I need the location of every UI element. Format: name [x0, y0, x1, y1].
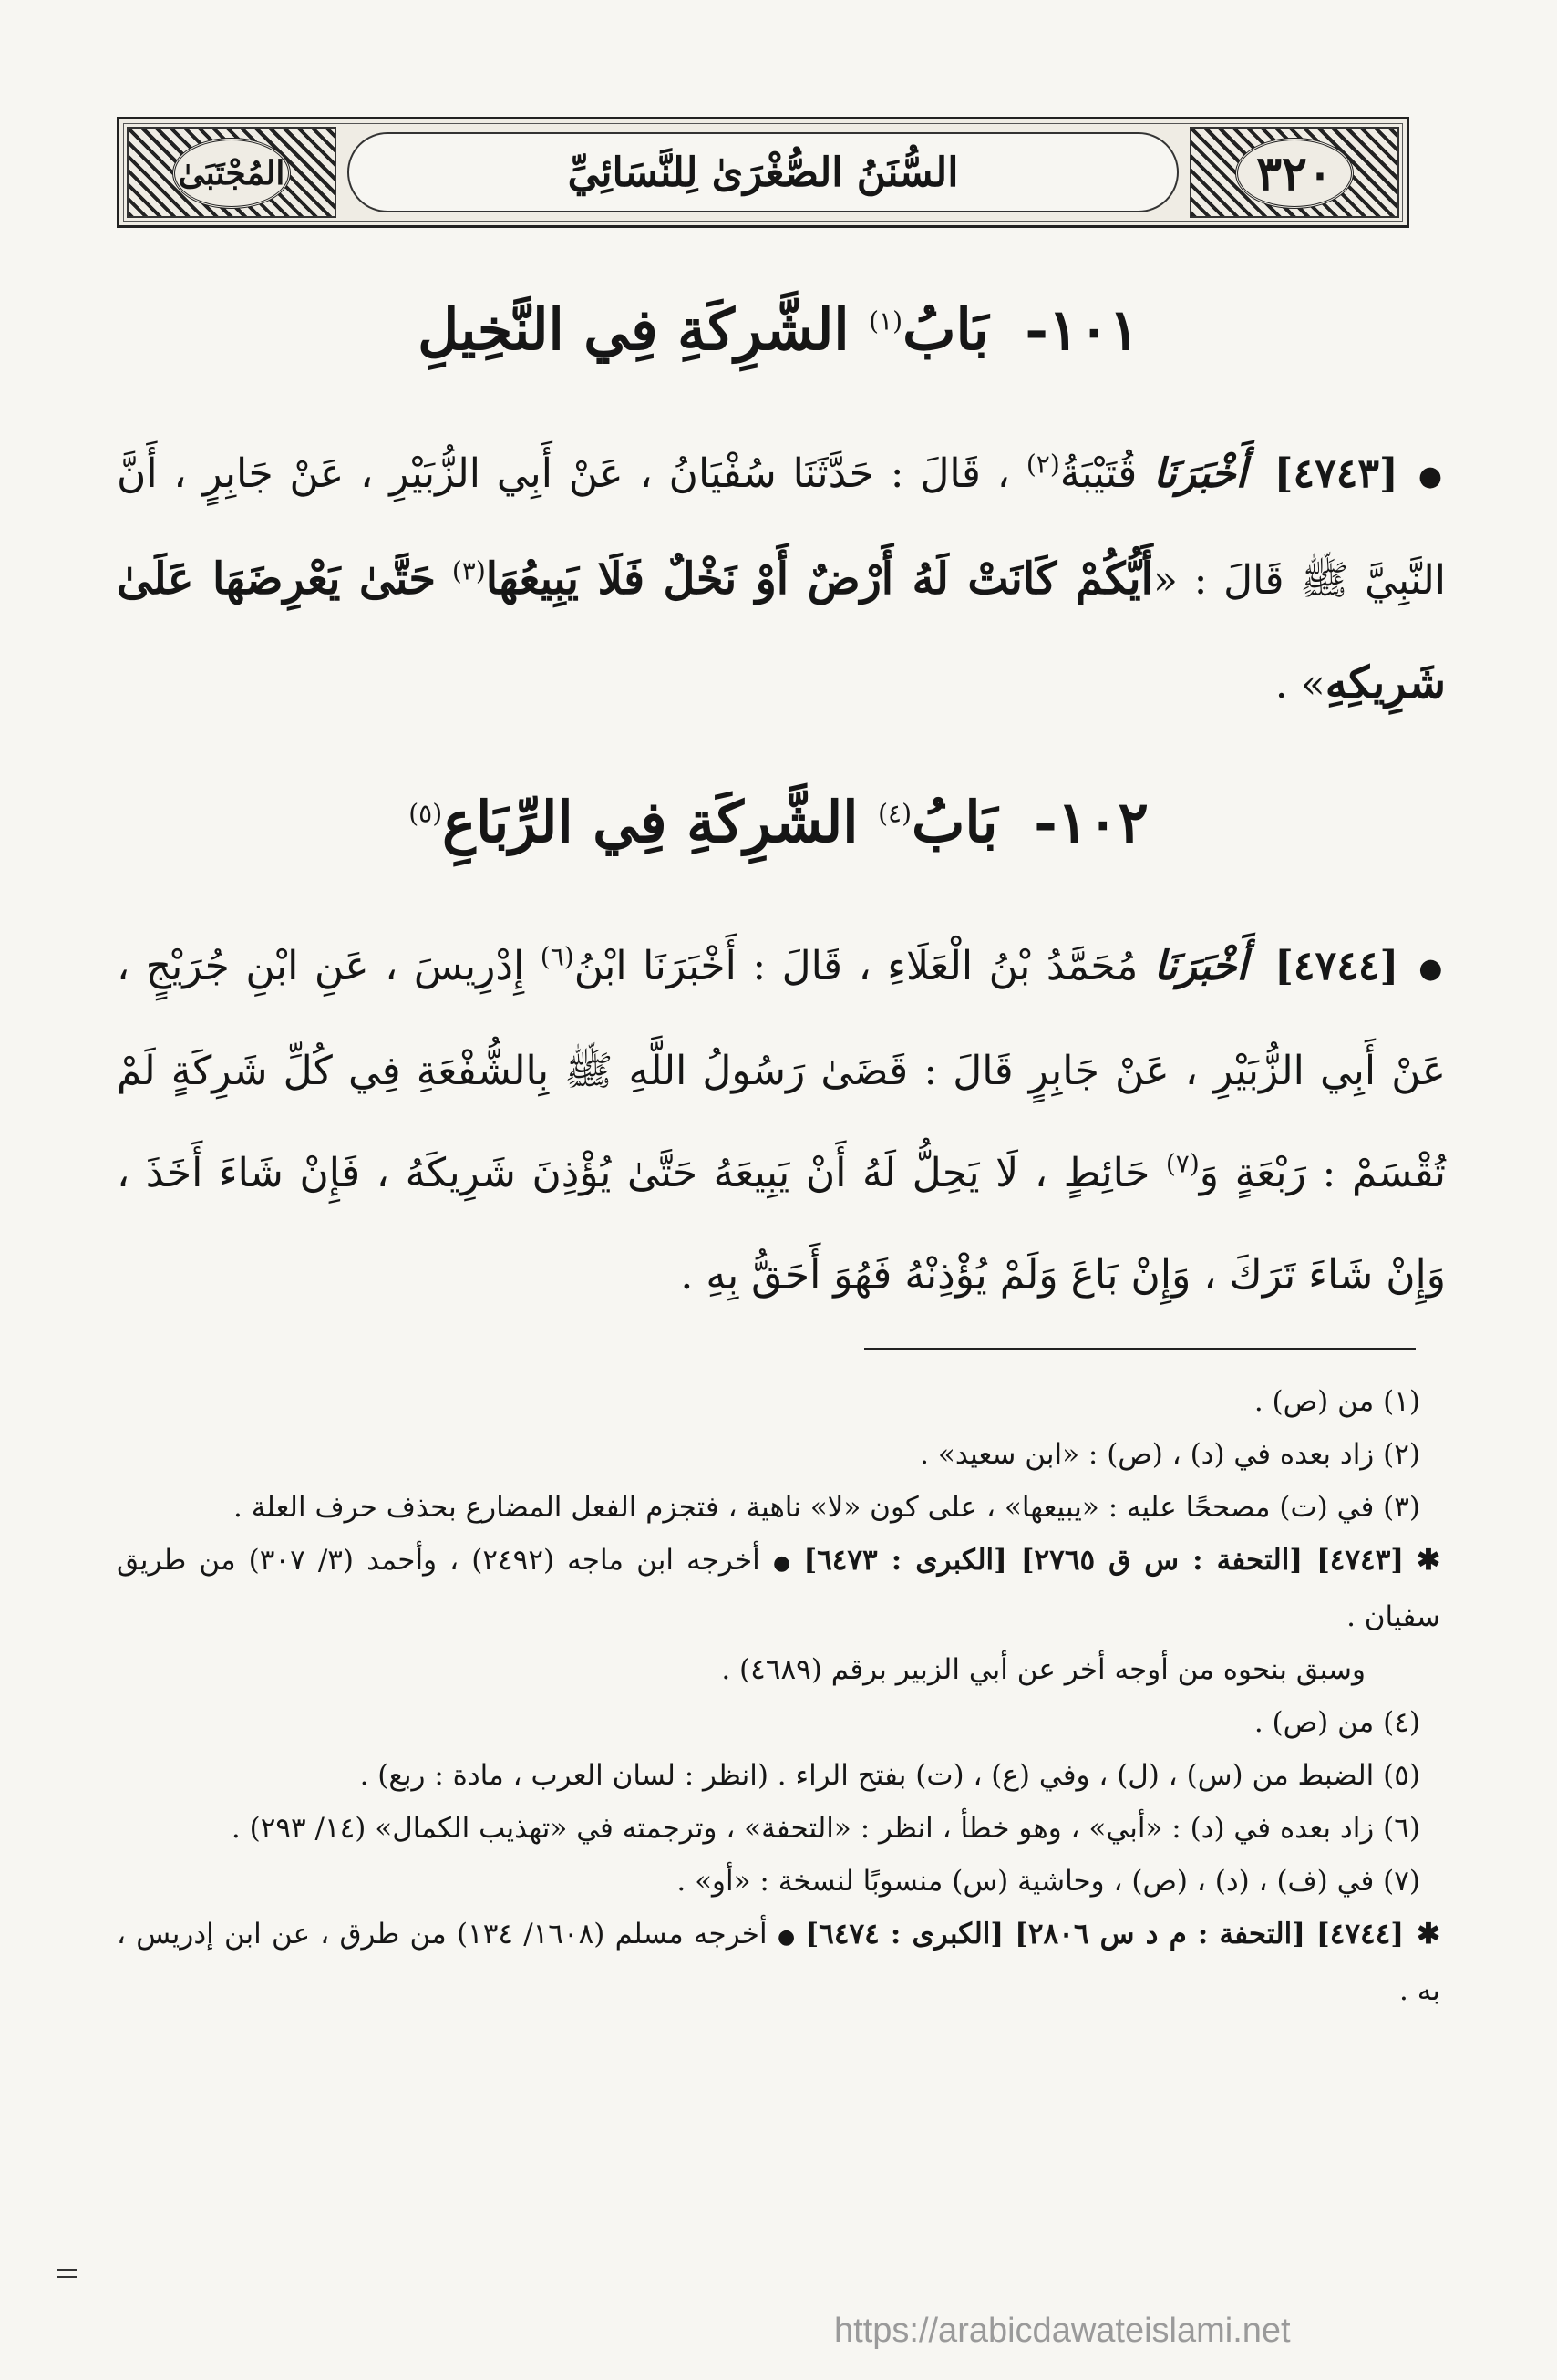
- bullet-icon: ●: [776, 1926, 797, 1949]
- akhbarana: أَخْبَرَنَا: [1153, 943, 1248, 989]
- footnote-ref: (٢): [1026, 449, 1060, 480]
- emblem-medallion: المُجْتَبَىٰ: [172, 138, 291, 209]
- footnote: وسبق بنحوه من أوجه أخر عن أبي الزبير برقم (٤٦٨٩) .: [721, 1653, 1366, 1686]
- closing: » .: [1274, 660, 1325, 708]
- hadith-text-part: إِدْرِيسَ ، عَنِ ابْنِ جُرَيْجٍ ، عَنْ أَبِي الزُّبَيْرِ ، عَنْ جَابِرٍ قَالَ : قَضَىٰ رَسُولُ اللَّهِ ﷺ بِالشُّفْعَةِ فِي كُلِّ شَرِكَةٍ لَمْ تُقْسَمْ : رَبْعَةٍ وَ: [117, 943, 1446, 1196]
- chapter-heading: [109, 789, 1448, 855]
- takhrij-note: [117, 1534, 1440, 1643]
- chapter-number: ١٠١-: [1025, 296, 1139, 363]
- footnote: (٧) في (ف) ، (د) ، (ص) ، وحاشية (س) منسوبًا لنسخة : «أو» .: [676, 1865, 1420, 1898]
- matn: حَتَّىٰ يَعْرِضَهَا عَلَىٰ شَرِيكِهِ: [117, 553, 1446, 709]
- margin-mark: [57, 2269, 77, 2278]
- chapter-number: ١٠٢-: [1034, 789, 1149, 855]
- hadith-text-part: حَائِطٍ ، لَا يَحِلُّ لَهُ أَنْ يَبِيعَهُ حَتَّىٰ يُؤْذِنَ شَرِيكَهُ ، فَإِنْ شَاءَ أَخَذَ ، وَإِنْ شَاءَ تَرَكَ ، وَإِنْ بَاعَ وَلَمْ يُؤْذِنْهُ فَهُوَ أَحَقُّ بِهِ .: [117, 1149, 1446, 1299]
- hadith-text: [117, 916, 1446, 1327]
- takhrij-note: [117, 1908, 1440, 2017]
- watermark: https://arabicdawateislami.net: [834, 2312, 1291, 2350]
- isnad: ، قَالَ : حَدَّثَنَا سُفْيَانُ ، عَنْ أَبِي الزُّبَيْرِ ، عَنْ جَابِرٍ ، أَنَّ النَّبِيَّ ﷺ قَالَ : «: [117, 450, 1447, 604]
- footnote: (٢) زاد بعده في (د) ، (ص) : «ابن سعيد» .: [920, 1438, 1420, 1471]
- akhbarana: أَخْبَرَنَا: [1153, 450, 1247, 497]
- footnotes: [117, 1375, 1441, 2017]
- star-icon: ✱: [1417, 1918, 1440, 1951]
- takhrij-head: [٤٧٤٤] [التحفة : م د س ٢٨٠٦] [الكبرى : ٦٤٧٤]: [805, 1918, 1405, 1951]
- footnote-ref: (٣): [451, 554, 486, 585]
- chapter-label: بَابُ: [902, 296, 989, 363]
- page-number: ٣٢٠: [1235, 138, 1354, 209]
- hadith-number: [٤٧٤٣]: [1273, 450, 1398, 497]
- footnote-ref: (٧): [1165, 1147, 1200, 1178]
- book-title: السُّنَنُ الصُّغْرَىٰ لِلنَّسَائِيِّ: [347, 132, 1179, 212]
- footnote-ref: (١): [869, 305, 903, 336]
- bullet-icon: ●: [1418, 952, 1446, 985]
- chapter-title: الشَّرِكَةِ فِي الرِّبَاعِ: [442, 789, 859, 855]
- header-ornament-left: [127, 127, 336, 218]
- bullet-icon: ●: [768, 1552, 795, 1575]
- bullet-icon: ●: [1418, 460, 1446, 492]
- matn: أَيُّكُمْ كَانَتْ لَهُ أَرْضٌ أَوْ نَخْلٌ فَلَا يَبِيعُهَا: [485, 553, 1153, 605]
- footnote-ref: (٥): [408, 798, 443, 829]
- chapter-heading: [109, 296, 1448, 363]
- narrator: قُتَيْبَةُ: [1059, 450, 1138, 497]
- takhrij-head: [٤٧٤٣] [التحفة : س ق ٢٧٦٥] [الكبرى : ٦٤٧٣]: [803, 1544, 1405, 1577]
- footnote: (٤) من (ص) .: [1253, 1706, 1420, 1739]
- footnote-ref: (٦): [540, 941, 574, 972]
- chapter-label: بَابُ: [912, 789, 998, 855]
- footnote: (٣) في (ت) مصححًا عليه : «يبيعها» ، على كون «لا» ناهية ، فتجزم الفعل المضارع بحذف حرف العلة .: [233, 1491, 1420, 1524]
- star-icon: ✱: [1417, 1544, 1441, 1577]
- hadith-text-part: مُحَمَّدُ بْنُ الْعَلَاءِ ، قَالَ : أَخْبَرَنَا ابْنُ: [573, 943, 1139, 989]
- footnote-separator: [864, 1348, 1416, 1350]
- footnote: (٦) زاد بعده في (د) : «أبي» ، وهو خطأ ، انظر : «التحفة» ، وترجمته في «تهذيب الكمال» (١٤/ ٢٩٣) .: [231, 1812, 1420, 1845]
- header-ornament-right: [1190, 127, 1399, 218]
- takhrij-text: أخرجه مسلم (١٦٠٨/ ١٣٤) من طرق ، عن ابن إدريس ، به .: [117, 1918, 1440, 2007]
- chapter-title: الشَّرِكَةِ فِي النَّخِيلِ: [418, 296, 850, 363]
- page-header: [117, 117, 1409, 228]
- takhrij-text: أخرجه ابن ماجه (٢٤٩٢) ، وأحمد (٣/ ٣٠٧) من طريق سفيان .: [117, 1544, 1440, 1633]
- footnote-ref: (٤): [878, 798, 913, 829]
- footnote: (١) من (ص) .: [1253, 1385, 1420, 1418]
- hadith-text: [117, 423, 1446, 736]
- footnote: (٥) الضبط من (س) ، (ل) ، وفي (ع) ، (ت) بفتح الراء . (انظر : لسان العرب ، مادة : ربع) .: [359, 1759, 1420, 1792]
- hadith-number: [٤٧٤٤]: [1274, 943, 1399, 989]
